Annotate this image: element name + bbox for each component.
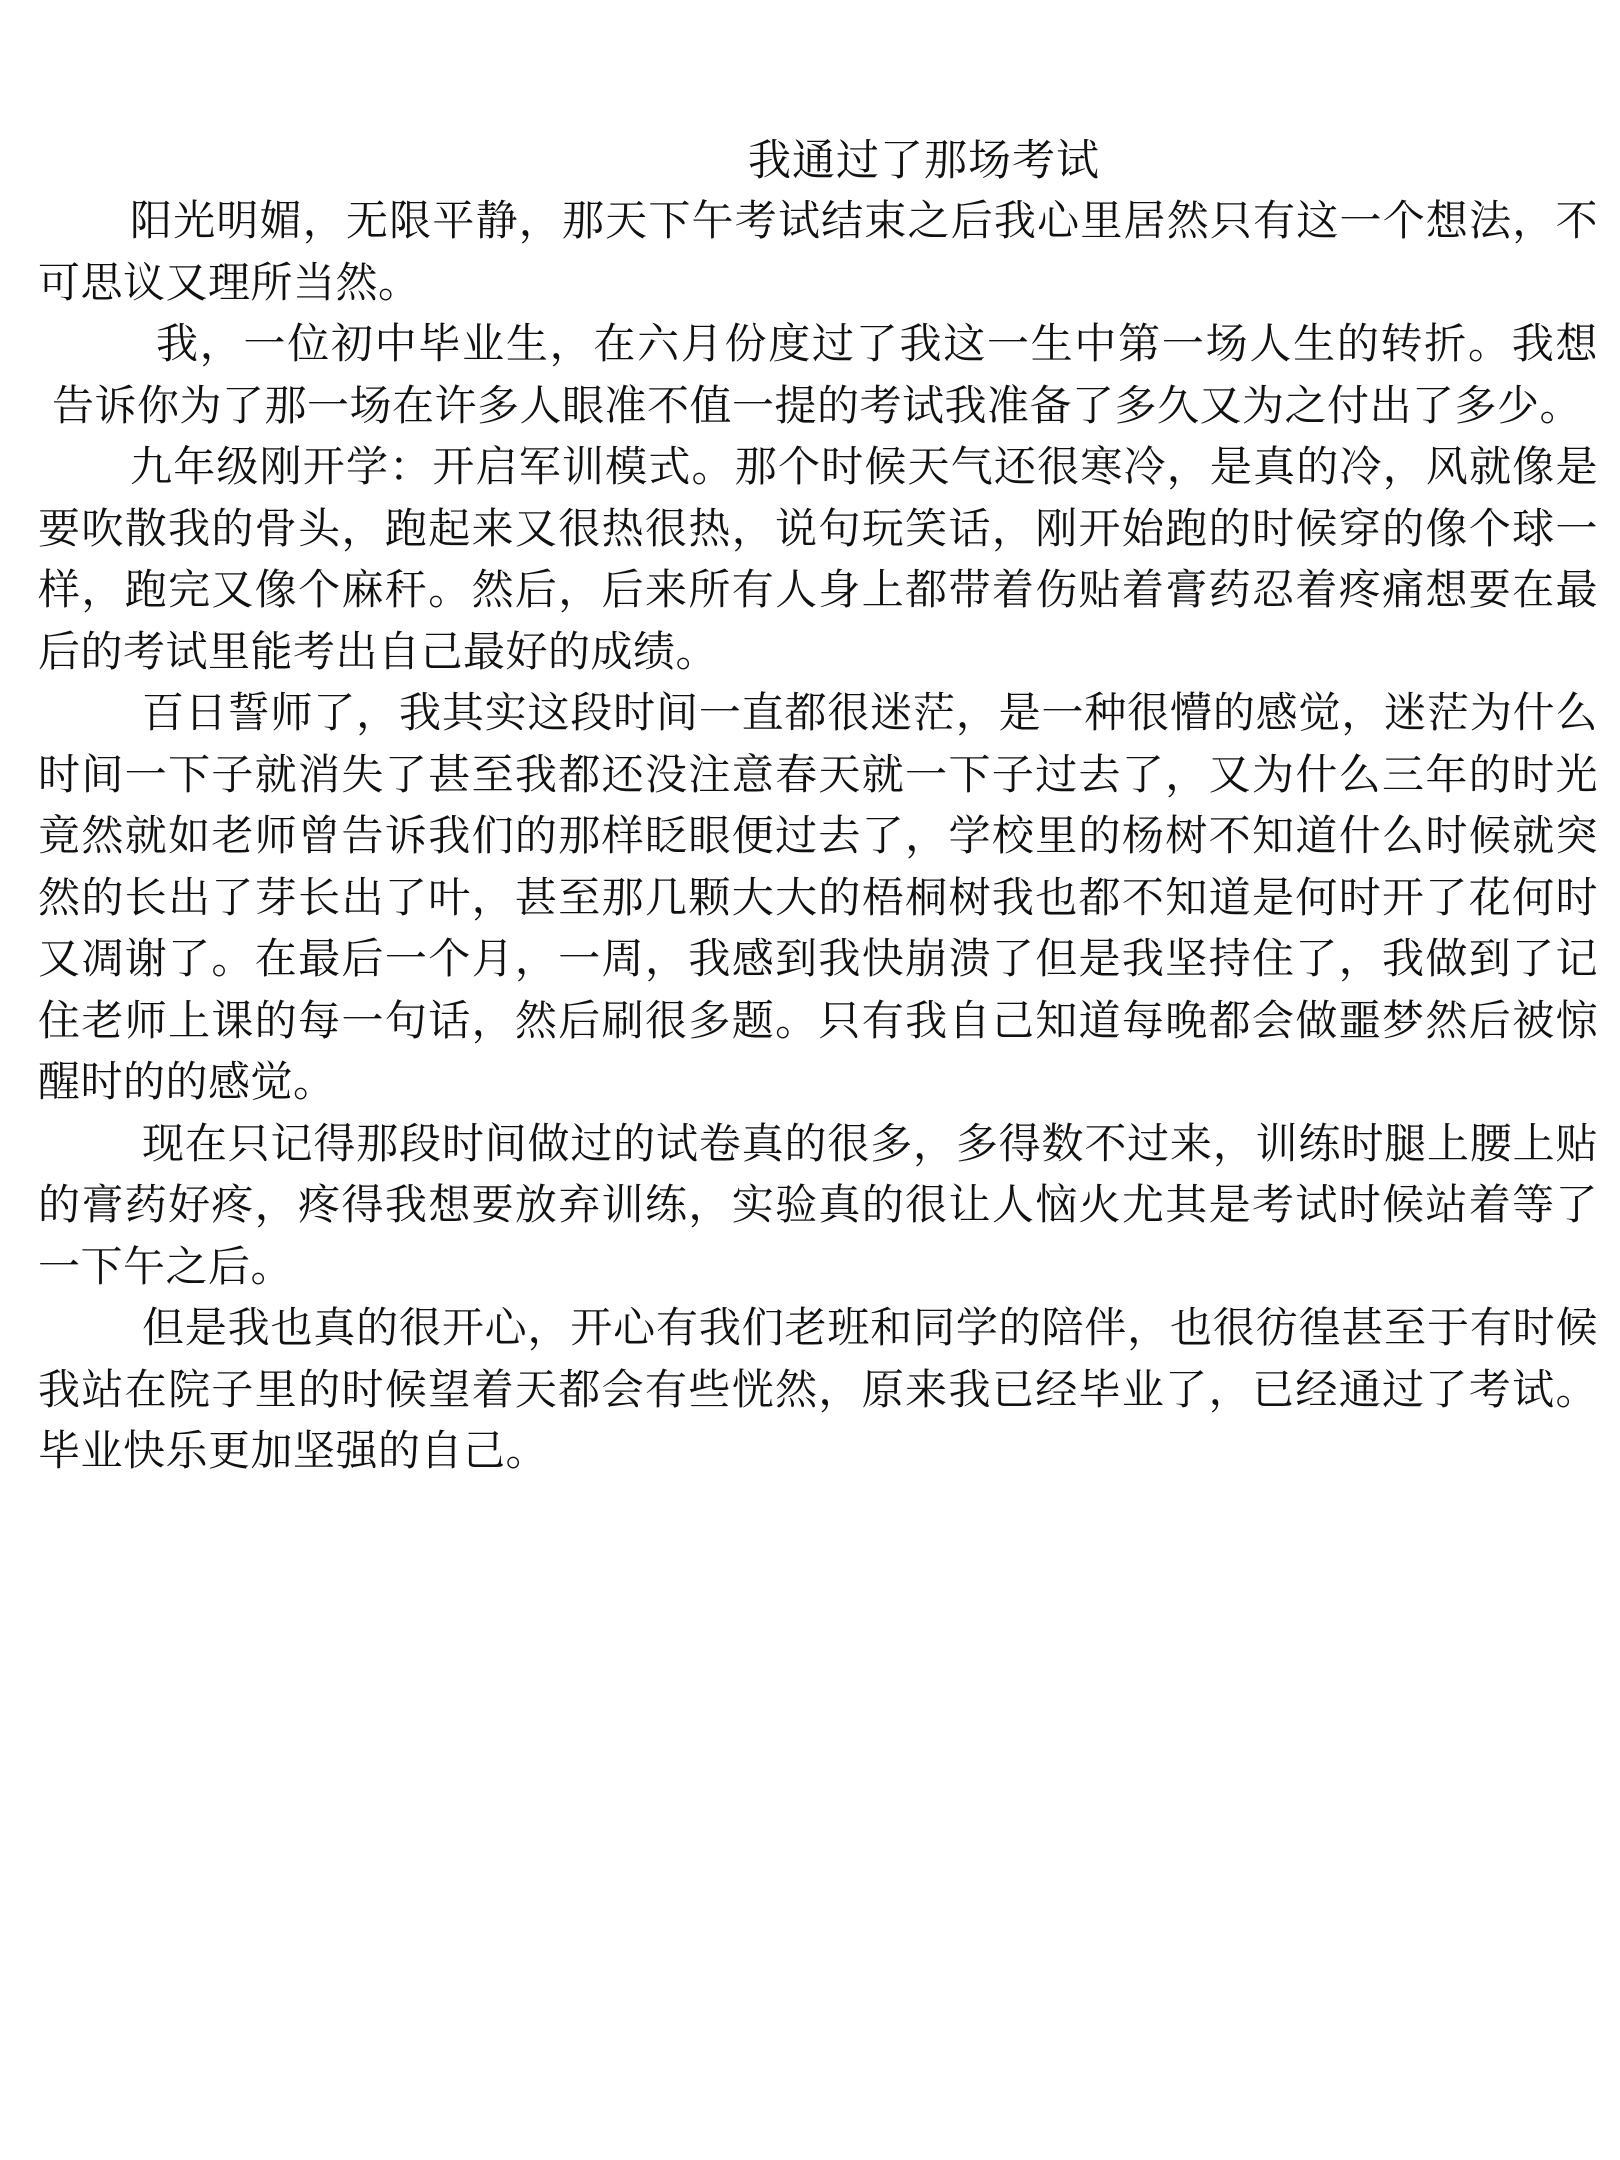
paragraph-5: 现在只记得那段时间做过的试卷真的很多，多得数不过来，训练时腿上腰上贴的膏药好疼，疼得我想要放弃训练，实验真的很让人恼火尤其是考试时候站着等了一下午之后。: [38, 1118, 1598, 1291]
paragraph-1: 阳光明媚，无限平静，那天下午考试结束之后我心里居然只有这一个想法，不可思议又理所当然。: [38, 196, 1598, 307]
essay-page: [38, 132, 1598, 1482]
paragraph-2: 我，一位初中毕业生，在六月份度过了我这一生中第一场人生的转折。我想告诉你为了那一场在许多人眼准不值一提的考试我准备了多久又为之付出了多少。: [52, 319, 1598, 430]
paragraph-6: 但是我也真的很开心，开心有我们老班和同学的陪伴，也很彷徨甚至于有时候我站在院子里的时候望着天都会有些恍然，原来我已经毕业了，已经通过了考试。毕业快乐更加坚强的自己。: [38, 1303, 1598, 1475]
paragraph-3: 九年级刚开学：开启军训模式。那个时候天气还很寒冷，是真的冷，风就像是要吹散我的骨头，跑起来又很热很热，说句玩笑话，刚开始跑的时候穿的像个球一样，跑完又像个麻秆。然后，后来所有人身上都带着伤贴着膏药忍着疼痛想要在最后的考试里能考出自己最好的成绩。: [38, 442, 1598, 676]
paragraph-4: 百日誓师了，我其实这段时间一直都很迷茫，是一种很懵的感觉，迷茫为什么时间一下子就消失了甚至我都还没注意春天就一下子过去了，又为什么三年的时光竟然就如老师曾告诉我们的那样眨眼便过去了，学校里的杨树不知道什么时候就突然的长出了芽长出了叶，甚至那几颗大大的梧桐树我也都不知道是何时开了花何时又凋谢了。在最后一个月，一周，我感到我快崩溃了但是我坚持住了，我做到了记住老师上课的每一句话，然后刷很多题。只有我自己知道每晚都会做噩梦然后被惊醒时的的感觉。: [38, 688, 1598, 1106]
essay-title: 我通过了那场考试: [748, 136, 1100, 186]
